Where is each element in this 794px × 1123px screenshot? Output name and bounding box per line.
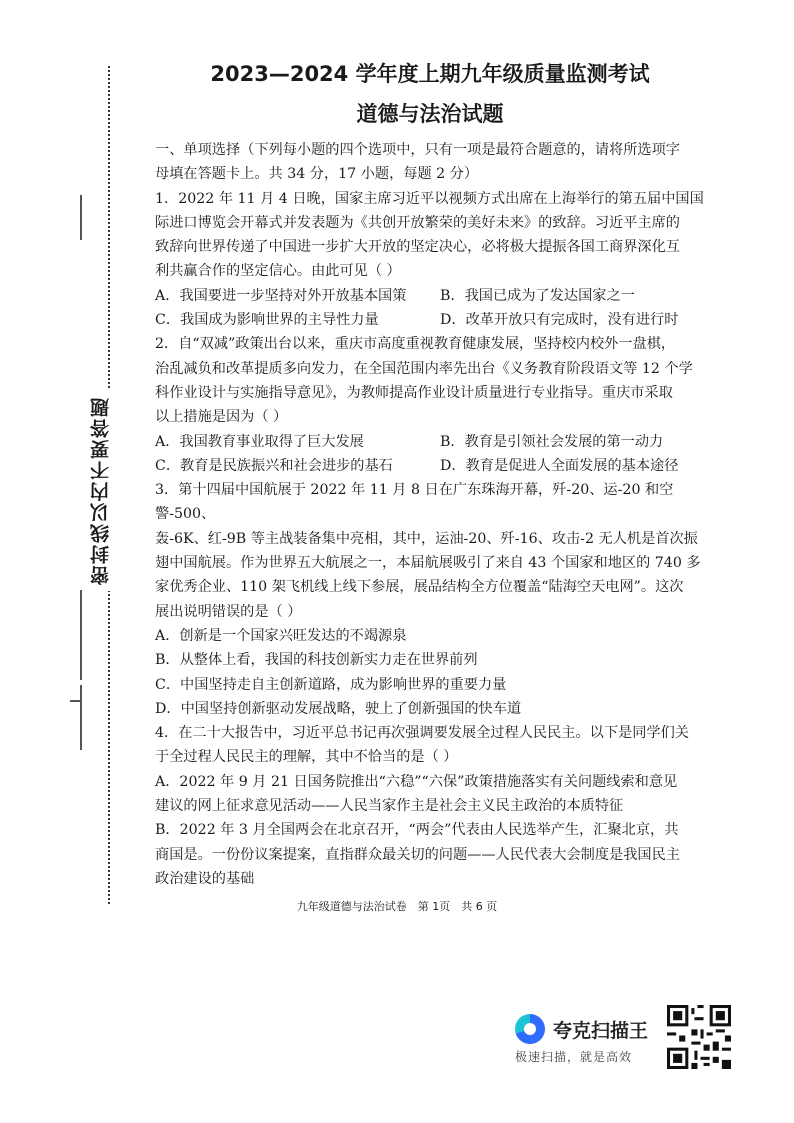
option-a: A．2022 年 9 月 21 日国务院推出“六稳”“六保”政策措施落实有关问题线索和意见 — [155, 773, 678, 790]
option-a: 建议的网上征求意见活动——人民当家作主是社会主义民主政治的本质特征 — [155, 798, 624, 815]
option-row — [155, 308, 715, 332]
qr-code-icon — [667, 1005, 731, 1069]
question-3-stem: 轰-6K、红-9B 等主战装备集中亮相，其中，运油-20、歼-16、攻击-2 无人机是首次振 — [155, 530, 698, 547]
option-d: D．中国坚持创新驱动发展战略，驶上了创新强国的快车道 — [155, 700, 522, 717]
option-b: B．从整体上看，我国的科技创新实力走在世界前列 — [155, 652, 478, 669]
page-footer: 九年级道德与法治试卷 第 1页 共 6 页 — [296, 900, 498, 913]
option-row — [155, 284, 715, 308]
option-a: A．我国要进一步坚持对外开放基本国策 — [155, 287, 407, 304]
question-1-stem: 致辞向世界传递了中国进一步扩大开放的坚定决心，必将极大提振各国工商界深化互 — [155, 239, 680, 256]
option-b: 商国是。一份份议案提案，直指群众最关切的问题——人民代表大会制度是我国民主 — [155, 846, 680, 863]
option-c: C．我国成为影响世界的主导性力量 — [155, 312, 379, 329]
option-b: 政治建设的基础 — [155, 870, 255, 887]
question-3-stem: 展出说明错误的是（ ） — [155, 603, 302, 620]
brand-name: 夸克扫描王 — [553, 1020, 649, 1042]
option-row — [155, 430, 715, 454]
question-area — [155, 138, 715, 891]
option-b: B．2022 年 3 月全国两会在北京召开，“两会”代表由人民选举产生，汇聚北京，共 — [155, 822, 679, 839]
question-4-stem: 4．在二十大报告中，习近平总书记再次强调要发展全过程人民民主。以下是同学们关 — [155, 725, 689, 742]
brand-slogan: 极速扫描，就是高效 — [515, 1050, 633, 1064]
option-a: A．创新是一个国家兴旺发达的不竭源泉 — [155, 627, 407, 644]
question-2-stem: 以上措施是因为（ ） — [155, 409, 288, 426]
quark-logo-icon — [515, 1014, 545, 1044]
question-2-stem: 2．自“双减”政策出台以来，重庆市高度重视教育健康发展，坚持校内校外一盘棋， — [155, 336, 676, 353]
section-heading-line: 母填在答题卡上。共 34 分，17 小题，每题 2 分） — [155, 166, 479, 183]
question-3-stem: 翅中国航展。作为世界五大航展之一，本届航展吸引了来自 43 个国家和地区的 740 多 — [155, 555, 701, 572]
option-c: C．中国坚持走自主创新道路，成为影响世界的重要力量 — [155, 676, 507, 693]
question-2-stem: 治乱减负和改革提质多向发力，在全国范围内率先出台《义务教育阶段语文等 12 个学 — [155, 360, 693, 377]
question-3-stem: 家优秀企业、110 架飞机线上线下参展，展品结构全方位覆盖“陆海空天电网”。这次 — [155, 579, 684, 596]
question-3-stem: 3．第十四届中国航展于 2022 年 11 月 8 日在广东珠海开幕，歼-20、运-20 和空警-500、 — [155, 482, 674, 523]
option-d: D．教育是促进人全面发展的基本途径 — [440, 457, 679, 474]
exam-subject: 道德与法治试题 — [356, 102, 504, 126]
question-1-stem: 1．2022 年 11 月 4 日晚，国家主席习近平以视频方式出席在上海举行的第五届中国国 — [155, 190, 704, 207]
option-row — [155, 454, 715, 478]
question-2-stem: 科作业设计与实施指导意见》，为教师提高作业设计质量进行专业指导。重庆市采取 — [155, 384, 673, 401]
scanner-watermark — [513, 1010, 663, 1070]
option-c: C．教育是民族振兴和社会进步的基石 — [155, 457, 393, 474]
binding-tick — [70, 700, 82, 702]
exam-title: 2023—2024 学年度上期九年级质量监测考试 — [210, 62, 650, 86]
section-heading-line: 一、单项选择（下列每小题的四个选项中，只有一项是最符合题意的，请将所选项字 — [155, 142, 680, 158]
option-b: B．教育是引领社会发展的第一动力 — [440, 433, 664, 450]
option-b: B．我国已成为了发达国家之一 — [440, 287, 635, 304]
option-d: D．改革开放只有完成时，没有进行时 — [440, 312, 679, 329]
question-1-stem: 利共赢合作的坚定信心。由此可见（ ） — [155, 263, 401, 280]
binding-fill-line — [80, 590, 82, 680]
question-1-stem: 际进口博览会开幕式并发表题为《共创开放繁荣的美好未来》的致辞。习近平主席的 — [155, 214, 680, 231]
question-4-stem: 于全过程人民民主的理解，其中不恰当的是（ ） — [155, 749, 458, 766]
option-a: A．我国教育事业取得了巨大发展 — [155, 433, 364, 450]
binding-fill-line — [80, 685, 82, 750]
seal-line-warning: 密封线以内不要答题 — [87, 390, 114, 591]
binding-fill-line — [80, 195, 82, 240]
